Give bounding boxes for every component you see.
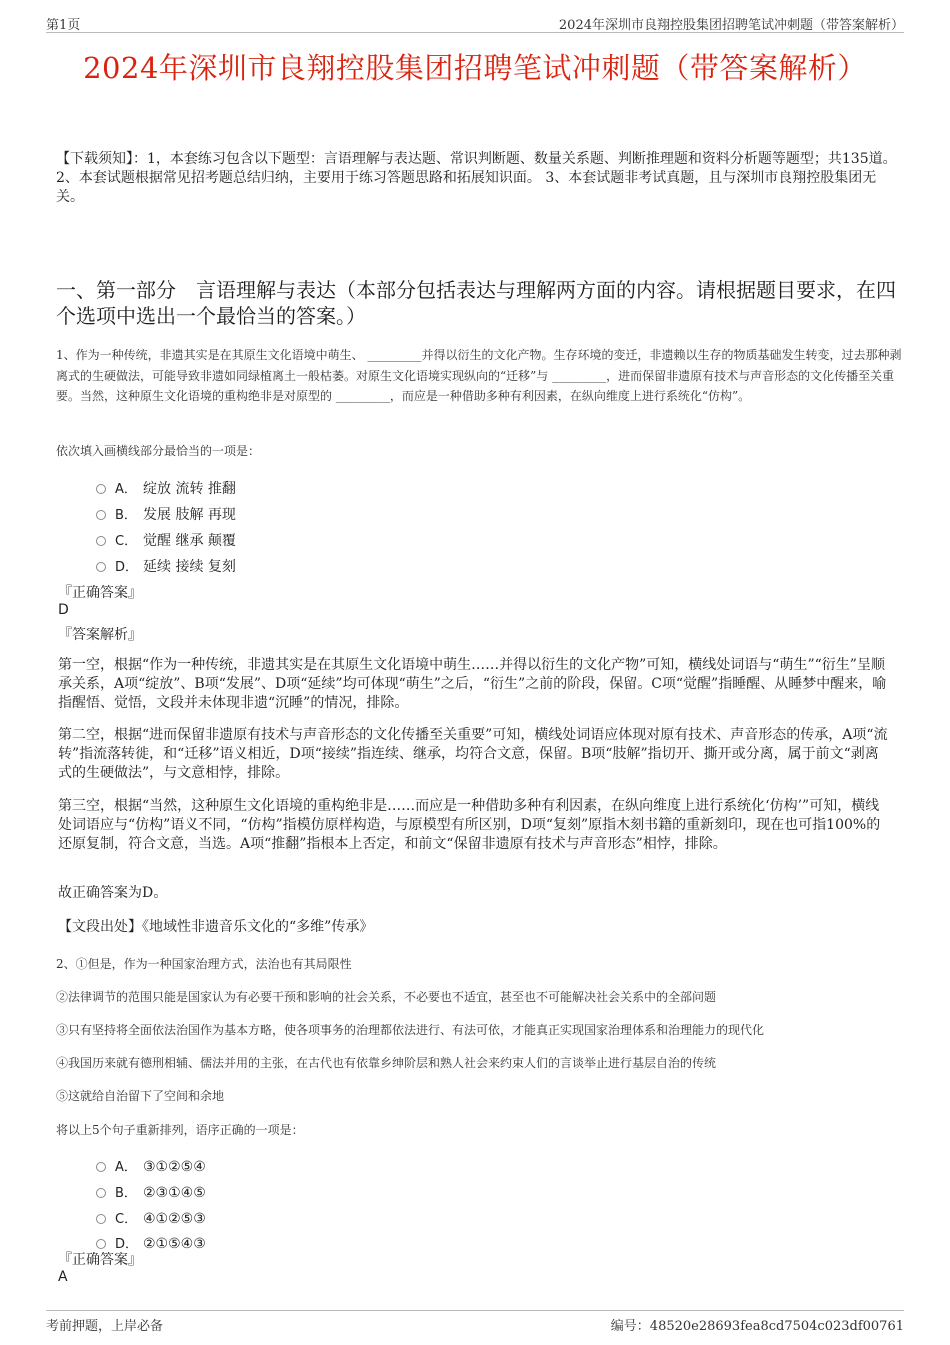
q2-option-b[interactable]: B． ②③①④⑤ [96, 1182, 206, 1201]
radio-icon[interactable] [96, 1188, 106, 1198]
q2-sentence-5: ⑤这就给自治留下了空间和余地 [56, 1089, 225, 1103]
q1-analysis-label: 『答案解析』 [58, 627, 142, 643]
q1-analysis-conclusion: 故正确答案为D。 [58, 885, 168, 901]
document-title: 2024年深圳市良翔控股集团招聘笔试冲刺题（带答案解析） [83, 51, 867, 85]
q1-source: 【文段出处】《地域性非遗音乐文化的“多维”传承》 [58, 919, 374, 935]
radio-icon[interactable] [96, 1162, 106, 1172]
q1-analysis-paragraph-3: 第三空，根据“当然，这种原生文化语境的重构绝非是……而应是一种借助多种有利因素，在纵向维度上进行系统化‘仿构’”可知，横线处词语应与“仿构”语义不同，“仿构”指模仿原样构造，与原模型有所区别，D项“复刻”原指木刻书籍的重新刻印，现在也可指100%的还原复制，符合文意，当选。A项“推翻”指根本上否定，和前文“保留非遗原有技术与声音形态”相悖，排除。 [58, 798, 881, 852]
question-1-prompt: 依次填入画横线部分最恰当的一项是： [56, 444, 261, 458]
q1-option-d[interactable]: D． 延续 接续 复刻 [96, 556, 236, 576]
q1-analysis-paragraph-1: 第一空，根据“作为一种传统，非遗其实是在其原生文化语境中萌生……并得以衍生的文化产物”可知，横线处词语与“萌生”“衍生”呈顺承关系，A项“绽放”、B项“发展”、D项“延续”均可体现“萌生”之后，“衍生”之前的阶段，保留。C项“觉醒”指睡醒、从睡梦中醒来，喻指醒悟、觉悟，文段并未体现非遗“沉睡”的情况，排除。 [58, 657, 887, 711]
q1-option-a[interactable]: A． 绽放 流转 推翻 [96, 478, 236, 498]
q1-analysis-paragraph-2: 第二空，根据“进而保留非遗原有技术与声音形态的文化传播至关重要”可知，横线处词语应体现对原有技术、声音形态的传承，A项“流转”指流落转徙，和“迁移”语义相近，D项“接续”指连续、继承，均符合文意，保留。B项“肢解”指切开、撕开或分离，属于前文“剥离式的生硬做法”，与文意相悖，排除。 [58, 727, 888, 781]
q2-sentence-3: ③只有坚持将全面依法治国作为基本方略，使各项事务的治理都依法进行、有法可依，才能真正实现国家治理体系和治理能力的现代化 [56, 1023, 765, 1037]
section-title: 一、第一部分 言语理解与表达（本部分包括表达与理解两方面的内容。请根据题目要求，在四个选项中选出一个最恰当的答案。） [56, 278, 896, 328]
radio-icon[interactable] [96, 1214, 106, 1224]
q1-answer-label: 『正确答案』 [58, 585, 142, 601]
page-footer [46, 1310, 904, 1334]
q1-option-b[interactable]: B． 发展 肢解 再现 [96, 504, 236, 524]
q2-option-a[interactable]: A． ③①②⑤④ [96, 1156, 206, 1175]
header-doc-title: 2024年深圳市良翔控股集团招聘笔试冲刺题（带答案解析） [558, 18, 904, 33]
page-number: 第1页 [46, 18, 81, 33]
question-2-prompt: 将以上5个句子重新排列，语序正确的一项是： [56, 1123, 304, 1137]
question-1-stem: 1、作为一种传统，非遗其实是在其原生文化语境中萌生、 _________并得以衍生的文化产物。生存环境的变迁，非遗赖以生存的物质基础发生转变，过去那种剥离式的生硬做法，可能导致非遗如同绿植离土一般枯萎。对原生文化语境实现纵向的“迁移”与 _________，进而保留非遗原有技术与声音形态的文化传播至关重要。当然，这种原生文化语境的重构绝非是对原型的 _________，而应是一种借助多种有利因素，在纵向维度上进行系统化“仿构”。 [56, 348, 902, 403]
q2-option-d[interactable]: D． ②①⑤④③ [96, 1233, 206, 1252]
q2-answer: A [58, 1269, 68, 1285]
q2-sentence-4: ④我国历来就有德刑相辅、儒法并用的主张，在古代也有依靠乡绅阶层和熟人社会来约束人们的言谈举止进行基层自治的传统 [56, 1056, 717, 1070]
q1-answer: D [58, 602, 69, 618]
radio-icon[interactable] [96, 484, 106, 494]
radio-icon[interactable] [96, 562, 106, 572]
radio-icon[interactable] [96, 1239, 106, 1249]
q2-option-c[interactable]: C． ④①②⑤③ [96, 1208, 206, 1227]
footer-slogan: 考前押题，上岸必备 [46, 1319, 164, 1334]
q1-option-c[interactable]: C． 觉醒 继承 颠覆 [96, 530, 236, 550]
radio-icon[interactable] [96, 536, 106, 546]
download-notice: 【下载须知】：1，本套练习包含以下题型：言语理解与表达题、常识判断题、数量关系题、判断推理题和资料分析题等题型；共135道。 2、本套试题根据常见招考题总结归纳，主要用于练习答题思路和拓展知识面。 3、本套试题非考试真题，且与深圳市良翔控股集团无关。 [56, 151, 897, 205]
radio-icon[interactable] [96, 510, 106, 520]
question-2-stem: 2、①但是，作为一种国家治理方式，法治也有其局限性 [56, 957, 352, 971]
q2-sentence-2: ②法律调节的范围只能是国家认为有必要干预和影响的社会关系，不必要也不适宜，甚至也不可能解决社会关系中的全部问题 [56, 990, 717, 1004]
q2-answer-label: 『正确答案』 [58, 1252, 142, 1268]
page-header [46, 12, 904, 33]
footer-doc-id: 编号：48520e28693fea8cd7504c023df00761 [610, 1319, 904, 1334]
